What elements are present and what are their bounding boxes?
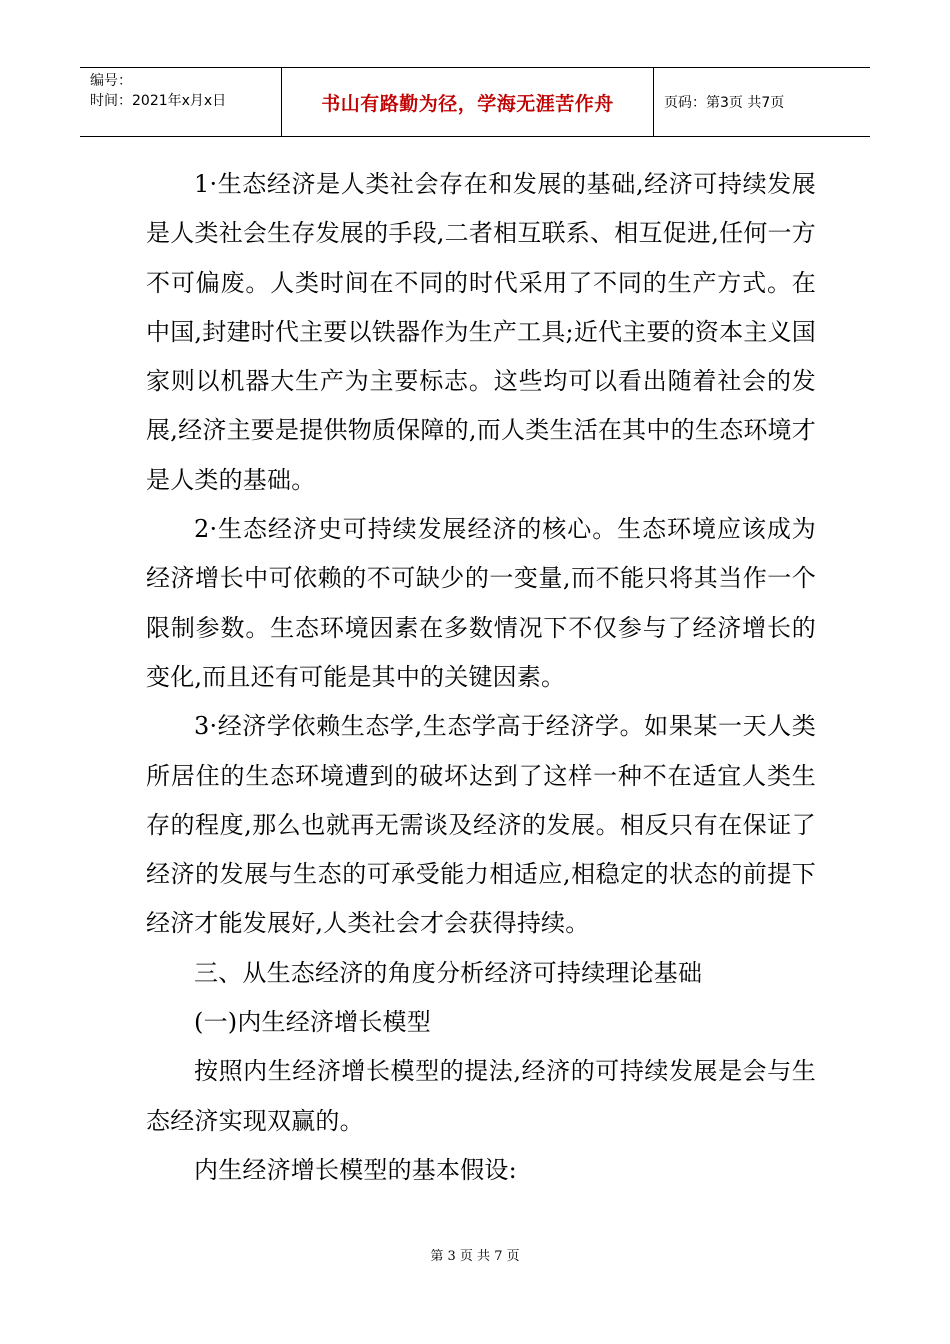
document-body xyxy=(146,160,816,1195)
header-meta-cell xyxy=(80,68,282,136)
document-time-label: 时间：2021年x月x日 xyxy=(90,93,227,109)
header-motto-cell xyxy=(282,68,654,136)
header-page-cell xyxy=(654,68,870,136)
header-page-info: 页码：第3页 共7页 xyxy=(664,95,785,111)
body-paragraph: 3·经济学依赖生态学,生态学高于经济学。如果某一天人类所居住的生态环境遭到的破坏达到了这样一种不在适宜人类生存的程度,那么也就再无需谈及经济的发展。相反只有在保证了经济的发展与生态的可承受能力相适应,相稳定的状态的前提下经济才能发展好,人类社会才会获得持续。 xyxy=(146,712,816,938)
page-footer xyxy=(0,1245,950,1264)
section-heading: 三、从生态经济的角度分析经济可持续理论基础 xyxy=(194,958,703,987)
body-paragraph: 1·生态经济是人类社会存在和发展的基础,经济可持续发展是人类社会生存发展的手段,二者相互联系、相互促进,任何一方不可偏废。人类时间在不同的时代采用了不同的生产方式。在中国,封建时代主要以铁器作为生产工具;近代主要的资本主义国家则以机器大生产为主要标志。这些均可以看出随着社会的发展,经济主要是提供物质保障的,而人类生活在其中的生态环境才是人类的基础。 xyxy=(146,170,816,494)
document-number-label: 编号： xyxy=(90,73,132,89)
body-paragraph: 按照内生经济增长模型的提法,经济的可持续发展是会与生态经济实现双赢的。 xyxy=(146,1057,816,1135)
body-paragraph: 内生经济增长模型的基本假设: xyxy=(194,1155,517,1184)
header-motto: 书山有路勤为径，学海无涯苦作舟 xyxy=(321,92,614,115)
document-header xyxy=(80,67,870,137)
footer-page-number: 第 3 页 共 7 页 xyxy=(430,1249,520,1264)
body-paragraph: 2·生态经济史可持续发展经济的核心。生态环境应该成为经济增长中可依赖的不可缺少的一变量,而不能只将其当作一个限制参数。生态环境因素在多数情况下不仅参与了经济增长的变化,而且还有可能是其中的关键因素。 xyxy=(146,515,816,691)
subsection-heading: (一)内生经济增长模型 xyxy=(194,1008,431,1037)
